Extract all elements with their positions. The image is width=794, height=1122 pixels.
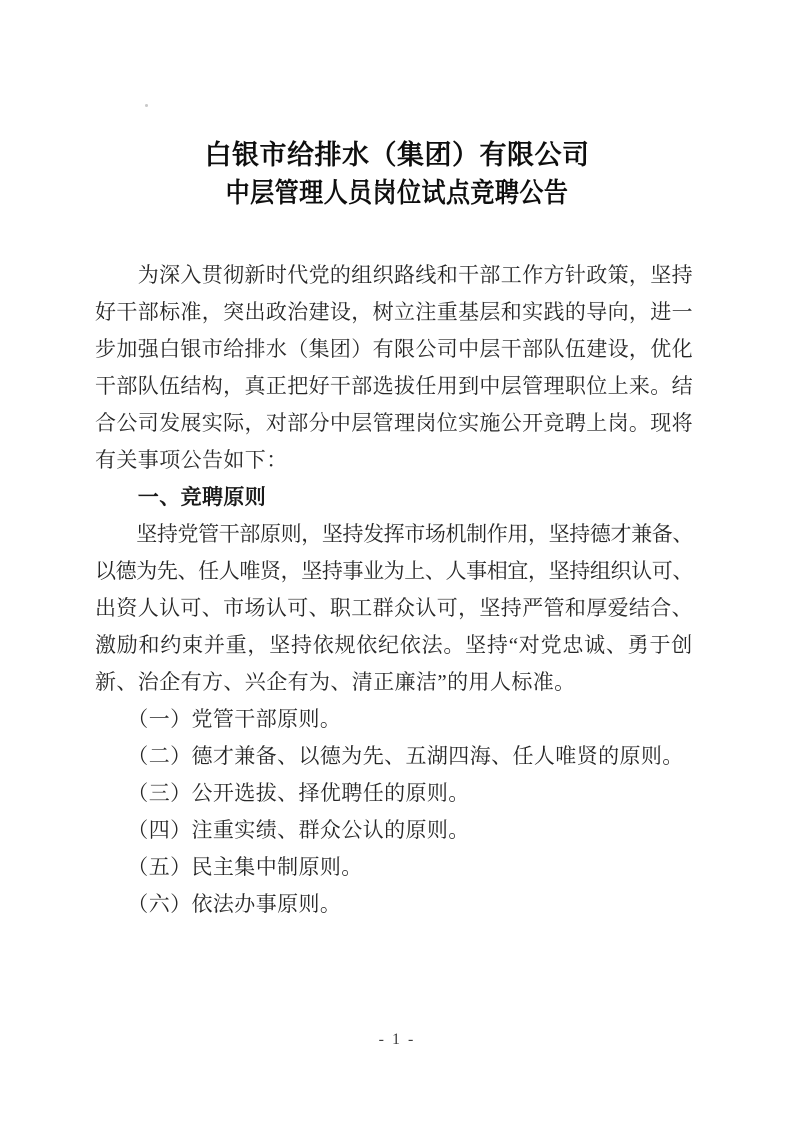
text-line: 坚持党管干部原则，坚持发挥市场机制作用，坚持德才兼备、 <box>95 522 693 546</box>
text-line: 激励和约束并重，坚持依规依纪依法。坚持“对党忠诚、勇于创 <box>95 633 693 657</box>
text-line: （四）注重实绩、群众公认的原则。 <box>95 818 470 842</box>
document-title-line-1: 白银市给排水（集团）有限公司 <box>204 140 590 170</box>
text-line: 以德为先、任人唯贤，坚持事业为上、人事相宜，坚持组织认可、 <box>95 559 693 583</box>
page-number: - 1 - <box>378 1031 416 1048</box>
text-line: 合公司发展实际，对部分中层管理岗位实施公开竞聘上岗。现将 <box>95 411 693 435</box>
document-title-line-2: 中层管理人员岗位试点竞聘公告 <box>225 178 569 208</box>
text-line: 新、治企有方、兴企有为、清正廉洁”的用人标准。 <box>95 670 576 694</box>
section-heading: 一、竞聘原则 <box>95 486 267 509</box>
text-line: （二）德才兼备、以德为先、五湖四海、任人唯贤的原则。 <box>95 744 684 768</box>
text-line: 好干部标准，突出政治建设，树立注重基层和实践的导向，进一 <box>95 300 693 324</box>
document-body <box>95 257 693 923</box>
text-line: 干部队伍结构，真正把好干部选拔任用到中层管理职位上来。结 <box>95 374 693 398</box>
text-line: 步加强白银市给排水（集团）有限公司中层干部队伍建设，优化 <box>95 337 693 361</box>
text-line: 出资人认可、市场认可、职工群众认可，坚持严管和厚爱结合、 <box>95 596 693 620</box>
text-line: （三）公开选拔、择优聘任的原则。 <box>95 781 470 805</box>
text-line: （一）党管干部原则。 <box>95 707 342 731</box>
text-line: 有关事项公告如下： <box>95 448 288 472</box>
text-line: （六）依法办事原则。 <box>95 892 342 916</box>
text-line: 为深入贯彻新时代党的组织路线和干部工作方针政策，坚持 <box>95 263 693 287</box>
document-title <box>0 136 794 212</box>
page-footer <box>0 1028 794 1052</box>
text-line: （五）民主集中制原则。 <box>95 855 363 879</box>
scan-speckle <box>145 104 148 107</box>
